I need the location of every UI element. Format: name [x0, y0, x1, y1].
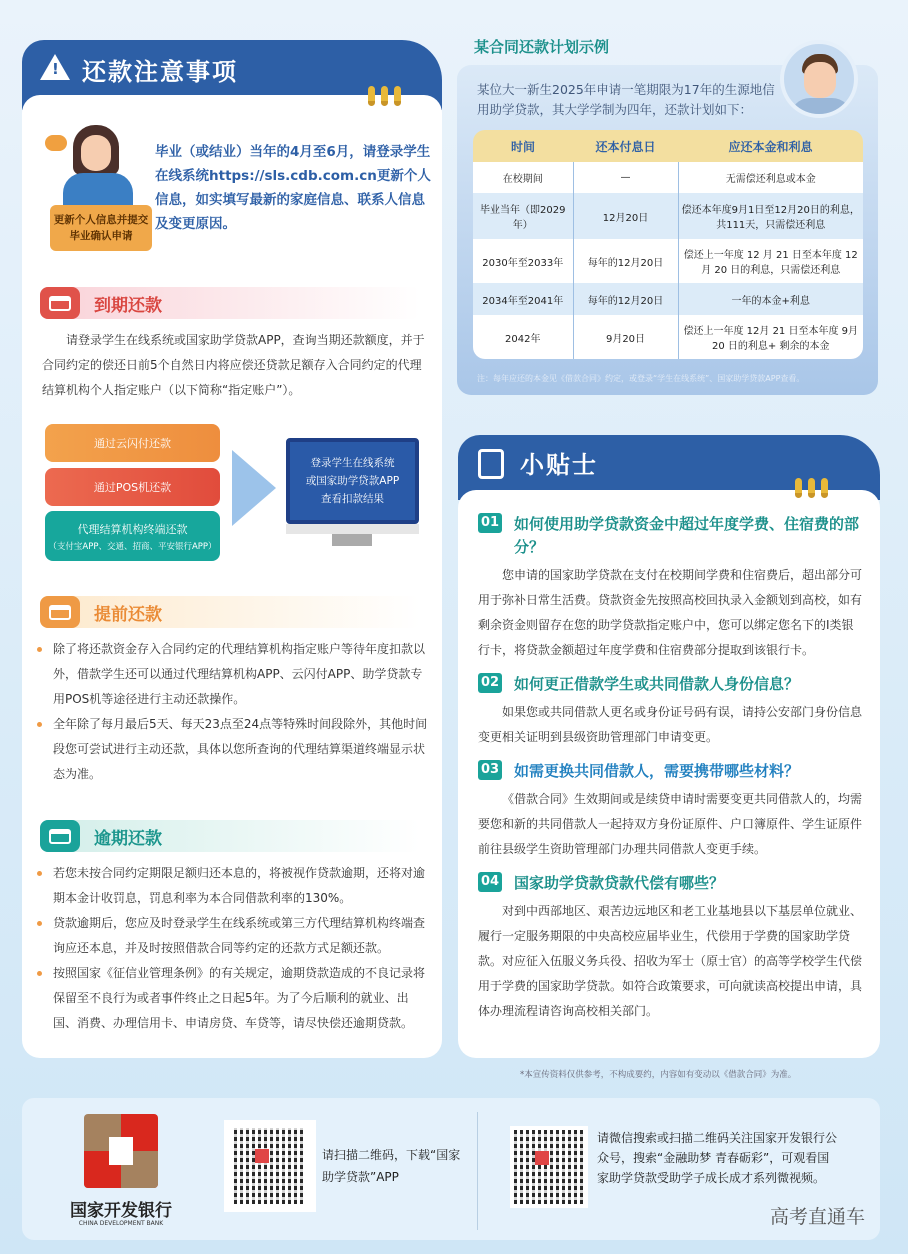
table-row [473, 193, 863, 239]
card-icon [40, 287, 80, 319]
pay-agent-label: 代理结算机构终端还款 [77, 522, 188, 536]
pin-icon [368, 86, 401, 106]
early-item: 除了将还款资金存入合同约定的代理结算机构指定账户等待年度扣款以外，借款学生还可以通过代理结算机构APP、云闪付APP、助学贷款专用POS机等途径进行主动还款操作。 [35, 637, 430, 712]
section-early [40, 596, 420, 628]
monitor-line: 登录学生在线系统 [310, 457, 395, 469]
table-cell: 2042年 [473, 315, 573, 359]
arrow-icon [232, 450, 276, 526]
table-cell: 每年的12月20日 [573, 283, 678, 315]
qr1-text: 请扫描二维码，下载“国家助学贷款”APP [322, 1148, 461, 1184]
table-cell: 偿还本年度9月1日至12月20日的利息，共111天，只需偿还利息 [678, 193, 863, 239]
section-early-title: 提前还款 [94, 604, 162, 625]
table-cell: 12月20日 [573, 193, 678, 239]
tip-answer: 对到中西部地区、艰苦边远地区和老工业基地县以下基层单位就业、履行一定服务期限的中央高校应届毕业生，代偿用于学费的国家助学贷款。对应征入伍服义务兵役、招收为军士（原士官）的高等学校学生代偿用于学费的国家助学贷款。如符合政策要求，可向就读高校提出申请，具体办理流程请咨询高校相关部门。 [478, 904, 863, 1018]
tip-question: 如需更换共同借款人，需要携带哪些材料？ [514, 762, 800, 780]
agent-label: 更新个人信息并提交毕业确认申请 [50, 205, 152, 251]
section-due [40, 287, 420, 319]
early-item: 全年除了每月最后5天、每天23点至24点等特殊时间段除外，其他时间段您可尝试进行主动还款，具体以您所查询的代理结算渠道终端显示状态为准。 [35, 712, 430, 787]
pin-icon [795, 478, 828, 498]
card-alert-icon [40, 820, 80, 852]
monitor-line: 查看扣款结果 [321, 493, 384, 505]
pay-agent-terminal [45, 511, 220, 561]
monitor-icon [286, 438, 419, 524]
intro-text: 毕业（或结业）当年的4月至6月，请登录学生在线系统https://sls.cdb.com.cn更新个人信息，如实填写最新的家庭信息、联系人信息及变更原因。 [155, 144, 431, 232]
early-list [35, 637, 430, 787]
section-due-title: 到期还款 [94, 295, 162, 316]
plan-note: 注：每年应还的本金见《借款合同》约定，或登录“学生在线系统”、国家助学贷款APP查看。 [477, 374, 805, 383]
pay-agent-sub: （支付宝APP、交通、招商、平安银行APP） [48, 541, 217, 552]
qr-app[interactable] [224, 1120, 316, 1212]
tip-answer: 如果您或共同借款人更名或身份证号码有误，请持公安部门身份信息变更相关证明到县级资助管理部门申请变更。 [478, 705, 863, 744]
card-clock-icon [40, 596, 80, 628]
cdb-logo-icon [84, 1114, 158, 1188]
table-row [473, 130, 863, 162]
section-overdue [40, 820, 420, 852]
table-cell: — [573, 162, 678, 193]
bank-en: CHINA DEVELOPMENT BANK [78, 1220, 164, 1227]
tip-answer: 您申请的国家助学贷款在支付在校期间学费和住宿费后，超出部分可用于弥补日常生活费。贷款资金先按照高校回执录入金额划到高校，如有剩余资金则留存在您的助学贷款指定账户中，您可以绑定您名下的Ⅰ类银行卡，将贷款金额超过年度学费和住宿费部分提取到该银行卡。 [478, 568, 863, 657]
qr-wechat[interactable] [510, 1126, 588, 1208]
overdue-item: 贷款逾期后，您应及时登录学生在线系统或第三方代理结算机构终端查询应还本息，并及时按照借款合同等约定的还款方式足额还款。 [35, 911, 430, 961]
table-cell: 2034年至2041年 [473, 283, 573, 315]
disclaimer: *本宣传资料仅供参考，不构成要约，内容如有变动以《借款合同》为准。 [520, 1070, 797, 1080]
overdue-item: 若您未按合同约定期限足额归还本息的，将被视作贷款逾期，还将对逾期本金计收罚息，罚息利率为本合同借款利率的130%。 [35, 861, 430, 911]
tips-list [478, 503, 863, 1024]
bank-name: 国家开发银行 [70, 1201, 172, 1221]
tips-title: 小贴士 [520, 451, 598, 479]
table-row [473, 283, 863, 315]
monitor-line: 或国家助学贷款APP [305, 475, 400, 487]
tip-question: 如何使用助学贷款资金中超过年度学费、住宿费的部分？ [514, 515, 860, 556]
tip-question: 如何更正借款学生或共同借款人身份信息？ [514, 675, 800, 693]
footer [22, 1098, 880, 1240]
col-header: 时间 [473, 130, 573, 162]
table-cell: 毕业当年（即2029年） [473, 193, 573, 239]
tip-number: 02 [478, 673, 502, 693]
plan-title: 某合同还款计划示例 [474, 38, 610, 56]
table-cell: 9月20日 [573, 315, 678, 359]
plan-intro: 某位大一新生2025年申请一笔期限为17年的生源地信用助学贷款，其大学学制为四年，还款计划如下： [477, 82, 775, 117]
tip-number: 04 [478, 872, 502, 892]
table-cell: 2030年至2033年 [473, 239, 573, 283]
table-cell: 每年的12月20日 [573, 239, 678, 283]
tip-answer: 《借款合同》生效期间或是续贷申请时需要变更共同借款人的，均需要您和新的共同借款人一起持双方身份证原件、户口簿原件、学生证原件前往县级学生资助管理部门办理共同借款人变更手续。 [478, 792, 863, 856]
pay-unionpay: 通过云闪付还款 [45, 424, 220, 462]
tip-number: 03 [478, 760, 502, 780]
plan-table [473, 130, 863, 359]
table-row [473, 239, 863, 283]
pay-pos: 通过POS机还款 [45, 468, 220, 506]
overdue-list [35, 861, 430, 1036]
section-overdue-title: 逾期还款 [94, 828, 162, 849]
table-cell: 在校期间 [473, 162, 573, 193]
table-cell: 偿还上一年度 12 月 21 日至本年度 12 月 20 日的利息，只需偿还利息 [678, 239, 863, 283]
table-cell: 一年的本金+利息 [678, 283, 863, 315]
due-text: 请登录学生在线系统或国家助学贷款APP，查询当期还款额度，并于合同约定的偿还日前5个自然日内将应偿还贷款足额存入合同约定的代理结算机构个人指定账户（以下简称“指定账户”）。 [42, 333, 425, 397]
tip-question: 国家助学贷款贷款代偿有哪些？ [514, 874, 725, 892]
student-avatar-icon [780, 40, 858, 118]
warning-icon [40, 54, 70, 80]
qr2-text: 请微信搜索或扫描二维码关注国家开发银行公众号，搜索“金融助梦 青春砺彩”，可观看国家助学贷款受助学子成长成才系列微视频。 [597, 1131, 838, 1185]
table-cell: 无需偿还利息或本金 [678, 162, 863, 193]
table-row [473, 162, 863, 193]
overdue-item: 按照国家《征信业管理条例》的有关规定，逾期贷款造成的不良记录将保留至不良行为或者事件终止之日起5年。为了今后顺利的就业、出国、消费、办理信用卡、申请房贷、车贷等，请尽快偿还逾期贷款。 [35, 961, 430, 1036]
col-header: 还本付息日 [573, 130, 678, 162]
tip-number: 01 [478, 513, 502, 533]
table-cell: 偿还上一年度 12月 21 日至本年度 9月 20 日的利息+ 剩余的本金 [678, 315, 863, 359]
col-header: 应还本金和利息 [678, 130, 863, 162]
table-row [473, 315, 863, 359]
edit-note-icon [478, 449, 504, 479]
watermark: 高考直通车 [770, 1206, 866, 1228]
notice-title: 还款注意事项 [82, 58, 238, 86]
